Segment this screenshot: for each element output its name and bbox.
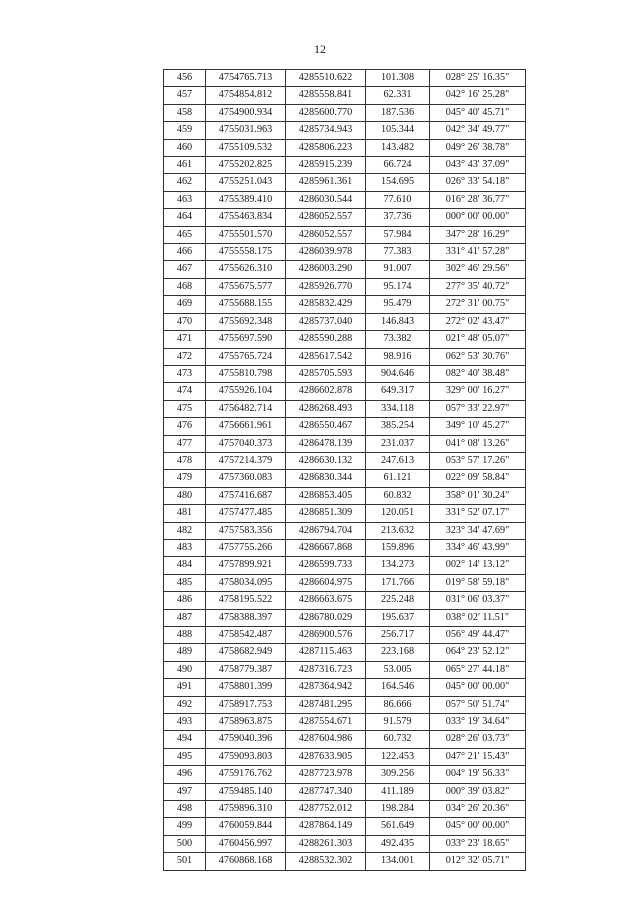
table-row bbox=[164, 644, 526, 661]
y-coordinate-cell: 4286550.467 bbox=[286, 418, 366, 435]
x-coordinate-cell: 4754765.713 bbox=[206, 70, 286, 87]
table-row bbox=[164, 679, 526, 696]
point-number-cell: 490 bbox=[164, 661, 206, 678]
table-row bbox=[164, 383, 526, 400]
distance-cell: 492.435 bbox=[366, 835, 430, 852]
y-coordinate-cell: 4286853.405 bbox=[286, 487, 366, 504]
distance-cell: 98.916 bbox=[366, 348, 430, 365]
point-number-cell: 487 bbox=[164, 609, 206, 626]
y-coordinate-cell: 4287864.149 bbox=[286, 818, 366, 835]
y-coordinate-cell: 4285806.223 bbox=[286, 139, 366, 156]
point-number-cell: 477 bbox=[164, 435, 206, 452]
y-coordinate-cell: 4285915.239 bbox=[286, 157, 366, 174]
x-coordinate-cell: 4755926.104 bbox=[206, 383, 286, 400]
table-row bbox=[164, 70, 526, 87]
distance-cell: 77.610 bbox=[366, 191, 430, 208]
distance-cell: 62.331 bbox=[366, 87, 430, 104]
point-number-cell: 463 bbox=[164, 191, 206, 208]
point-number-cell: 464 bbox=[164, 209, 206, 226]
y-coordinate-cell: 4286030.544 bbox=[286, 191, 366, 208]
distance-cell: 649.317 bbox=[366, 383, 430, 400]
distance-cell: 86.666 bbox=[366, 696, 430, 713]
distance-cell: 385.254 bbox=[366, 418, 430, 435]
x-coordinate-cell: 4760059.844 bbox=[206, 818, 286, 835]
y-coordinate-cell: 4285510.622 bbox=[286, 70, 366, 87]
bearing-cell: 000° 00' 00.00" bbox=[430, 209, 526, 226]
distance-cell: 95.174 bbox=[366, 278, 430, 295]
bearing-cell: 022° 09' 58.84" bbox=[430, 470, 526, 487]
distance-cell: 904.646 bbox=[366, 365, 430, 382]
table-row bbox=[164, 592, 526, 609]
x-coordinate-cell: 4757416.687 bbox=[206, 487, 286, 504]
table-row bbox=[164, 191, 526, 208]
bearing-cell: 016° 28' 36.77" bbox=[430, 191, 526, 208]
point-number-cell: 497 bbox=[164, 783, 206, 800]
point-number-cell: 492 bbox=[164, 696, 206, 713]
x-coordinate-cell: 4758388.397 bbox=[206, 609, 286, 626]
table-row bbox=[164, 348, 526, 365]
table-row bbox=[164, 400, 526, 417]
bearing-cell: 000° 39' 03.82" bbox=[430, 783, 526, 800]
y-coordinate-cell: 4286052.557 bbox=[286, 209, 366, 226]
distance-cell: 105.344 bbox=[366, 122, 430, 139]
point-number-cell: 470 bbox=[164, 313, 206, 330]
point-number-cell: 493 bbox=[164, 714, 206, 731]
y-coordinate-cell: 4285734.943 bbox=[286, 122, 366, 139]
distance-cell: 57.984 bbox=[366, 226, 430, 243]
x-coordinate-cell: 4755697.590 bbox=[206, 331, 286, 348]
y-coordinate-cell: 4286830.344 bbox=[286, 470, 366, 487]
table-body bbox=[164, 70, 526, 871]
table-row bbox=[164, 122, 526, 139]
bearing-cell: 028° 25' 16.35" bbox=[430, 70, 526, 87]
table-row bbox=[164, 696, 526, 713]
point-number-cell: 486 bbox=[164, 592, 206, 609]
distance-cell: 134.273 bbox=[366, 557, 430, 574]
table-row bbox=[164, 452, 526, 469]
bearing-cell: 056° 49' 44.47" bbox=[430, 627, 526, 644]
table-row bbox=[164, 853, 526, 870]
bearing-cell: 302° 46' 29.56" bbox=[430, 261, 526, 278]
table-row bbox=[164, 226, 526, 243]
bearing-cell: 004° 19' 56.33" bbox=[430, 766, 526, 783]
distance-cell: 73.382 bbox=[366, 331, 430, 348]
point-number-cell: 481 bbox=[164, 505, 206, 522]
bearing-cell: 331° 52' 07.17" bbox=[430, 505, 526, 522]
y-coordinate-cell: 4287747.340 bbox=[286, 783, 366, 800]
table-row bbox=[164, 627, 526, 644]
y-coordinate-cell: 4286478.139 bbox=[286, 435, 366, 452]
table-row bbox=[164, 731, 526, 748]
y-coordinate-cell: 4287604.986 bbox=[286, 731, 366, 748]
bearing-cell: 272° 02' 43.47" bbox=[430, 313, 526, 330]
point-number-cell: 498 bbox=[164, 801, 206, 818]
x-coordinate-cell: 4756661.961 bbox=[206, 418, 286, 435]
y-coordinate-cell: 4285832.429 bbox=[286, 296, 366, 313]
x-coordinate-cell: 4758779.387 bbox=[206, 661, 286, 678]
distance-cell: 187.536 bbox=[366, 104, 430, 121]
y-coordinate-cell: 4286667.868 bbox=[286, 539, 366, 556]
distance-cell: 164.546 bbox=[366, 679, 430, 696]
distance-cell: 101.308 bbox=[366, 70, 430, 87]
bearing-cell: 323° 34' 47.69" bbox=[430, 522, 526, 539]
distance-cell: 60.732 bbox=[366, 731, 430, 748]
x-coordinate-cell: 4757477.485 bbox=[206, 505, 286, 522]
distance-cell: 334.118 bbox=[366, 400, 430, 417]
point-number-cell: 489 bbox=[164, 644, 206, 661]
x-coordinate-cell: 4758682.949 bbox=[206, 644, 286, 661]
x-coordinate-cell: 4757899.921 bbox=[206, 557, 286, 574]
table-row bbox=[164, 365, 526, 382]
y-coordinate-cell: 4287316.723 bbox=[286, 661, 366, 678]
x-coordinate-cell: 4757214.379 bbox=[206, 452, 286, 469]
y-coordinate-cell: 4287723.978 bbox=[286, 766, 366, 783]
point-number-cell: 476 bbox=[164, 418, 206, 435]
point-number-cell: 484 bbox=[164, 557, 206, 574]
distance-cell: 171.766 bbox=[366, 574, 430, 591]
distance-cell: 61.121 bbox=[366, 470, 430, 487]
bearing-cell: 053° 57' 17.26" bbox=[430, 452, 526, 469]
bearing-cell: 043° 43' 37.09" bbox=[430, 157, 526, 174]
x-coordinate-cell: 4757360.083 bbox=[206, 470, 286, 487]
point-number-cell: 495 bbox=[164, 748, 206, 765]
y-coordinate-cell: 4286602.878 bbox=[286, 383, 366, 400]
distance-cell: 91.579 bbox=[366, 714, 430, 731]
bearing-cell: 065° 27' 44.18" bbox=[430, 661, 526, 678]
bearing-cell: 042° 16' 25.28" bbox=[430, 87, 526, 104]
distance-cell: 37.736 bbox=[366, 209, 430, 226]
point-number-cell: 485 bbox=[164, 574, 206, 591]
point-number-cell: 488 bbox=[164, 627, 206, 644]
distance-cell: 91.007 bbox=[366, 261, 430, 278]
bearing-cell: 082° 40' 38.48" bbox=[430, 365, 526, 382]
bearing-cell: 334° 46' 43.99" bbox=[430, 539, 526, 556]
x-coordinate-cell: 4759896.310 bbox=[206, 801, 286, 818]
bearing-cell: 045° 40' 45.71" bbox=[430, 104, 526, 121]
coordinates-table bbox=[163, 69, 526, 871]
distance-cell: 256.717 bbox=[366, 627, 430, 644]
y-coordinate-cell: 4287364.942 bbox=[286, 679, 366, 696]
table-row bbox=[164, 261, 526, 278]
x-coordinate-cell: 4755810.798 bbox=[206, 365, 286, 382]
distance-cell: 146.843 bbox=[366, 313, 430, 330]
bearing-cell: 277° 35' 40.72" bbox=[430, 278, 526, 295]
point-number-cell: 457 bbox=[164, 87, 206, 104]
x-coordinate-cell: 4754900.934 bbox=[206, 104, 286, 121]
y-coordinate-cell: 4286003.290 bbox=[286, 261, 366, 278]
x-coordinate-cell: 4759093.803 bbox=[206, 748, 286, 765]
distance-cell: 60.832 bbox=[366, 487, 430, 504]
table-row bbox=[164, 435, 526, 452]
distance-cell: 143.482 bbox=[366, 139, 430, 156]
bearing-cell: 057° 50' 51.74" bbox=[430, 696, 526, 713]
distance-cell: 154.695 bbox=[366, 174, 430, 191]
distance-cell: 231.037 bbox=[366, 435, 430, 452]
distance-cell: 225.248 bbox=[366, 592, 430, 609]
distance-cell: 561.649 bbox=[366, 818, 430, 835]
x-coordinate-cell: 4759040.396 bbox=[206, 731, 286, 748]
table-row bbox=[164, 87, 526, 104]
table-row bbox=[164, 139, 526, 156]
point-number-cell: 473 bbox=[164, 365, 206, 382]
x-coordinate-cell: 4754854.812 bbox=[206, 87, 286, 104]
table-row bbox=[164, 766, 526, 783]
y-coordinate-cell: 4285600.770 bbox=[286, 104, 366, 121]
distance-cell: 411.189 bbox=[366, 783, 430, 800]
distance-cell: 122.453 bbox=[366, 748, 430, 765]
y-coordinate-cell: 4288532.302 bbox=[286, 853, 366, 870]
y-coordinate-cell: 4286780.029 bbox=[286, 609, 366, 626]
distance-cell: 95.479 bbox=[366, 296, 430, 313]
table-row bbox=[164, 522, 526, 539]
x-coordinate-cell: 4755688.155 bbox=[206, 296, 286, 313]
table-row bbox=[164, 835, 526, 852]
bearing-cell: 042° 34' 49.77" bbox=[430, 122, 526, 139]
page-number: 12 bbox=[314, 42, 326, 56]
x-coordinate-cell: 4760868.168 bbox=[206, 853, 286, 870]
bearing-cell: 026° 33' 54.18" bbox=[430, 174, 526, 191]
point-number-cell: 496 bbox=[164, 766, 206, 783]
point-number-cell: 491 bbox=[164, 679, 206, 696]
point-number-cell: 465 bbox=[164, 226, 206, 243]
y-coordinate-cell: 4286039.978 bbox=[286, 244, 366, 261]
y-coordinate-cell: 4287554.671 bbox=[286, 714, 366, 731]
x-coordinate-cell: 4757040.373 bbox=[206, 435, 286, 452]
y-coordinate-cell: 4285737.040 bbox=[286, 313, 366, 330]
table-row bbox=[164, 661, 526, 678]
x-coordinate-cell: 4759485.140 bbox=[206, 783, 286, 800]
x-coordinate-cell: 4755692.348 bbox=[206, 313, 286, 330]
distance-cell: 247.613 bbox=[366, 452, 430, 469]
x-coordinate-cell: 4758195.522 bbox=[206, 592, 286, 609]
table-row bbox=[164, 331, 526, 348]
y-coordinate-cell: 4285590.288 bbox=[286, 331, 366, 348]
x-coordinate-cell: 4759176.762 bbox=[206, 766, 286, 783]
x-coordinate-cell: 4755675.577 bbox=[206, 278, 286, 295]
x-coordinate-cell: 4757755.266 bbox=[206, 539, 286, 556]
x-coordinate-cell: 4755109.532 bbox=[206, 139, 286, 156]
y-coordinate-cell: 4287633.905 bbox=[286, 748, 366, 765]
bearing-cell: 019° 58' 59.18" bbox=[430, 574, 526, 591]
point-number-cell: 482 bbox=[164, 522, 206, 539]
y-coordinate-cell: 4286052.557 bbox=[286, 226, 366, 243]
table-row bbox=[164, 801, 526, 818]
x-coordinate-cell: 4755463.834 bbox=[206, 209, 286, 226]
bearing-cell: 062° 53' 30.76" bbox=[430, 348, 526, 365]
distance-cell: 120.051 bbox=[366, 505, 430, 522]
x-coordinate-cell: 4758963.875 bbox=[206, 714, 286, 731]
table-row bbox=[164, 104, 526, 121]
y-coordinate-cell: 4285961.361 bbox=[286, 174, 366, 191]
table-row bbox=[164, 609, 526, 626]
distance-cell: 53.005 bbox=[366, 661, 430, 678]
table-row bbox=[164, 296, 526, 313]
table-row bbox=[164, 244, 526, 261]
distance-cell: 77.383 bbox=[366, 244, 430, 261]
x-coordinate-cell: 4755558.175 bbox=[206, 244, 286, 261]
point-number-cell: 475 bbox=[164, 400, 206, 417]
point-number-cell: 468 bbox=[164, 278, 206, 295]
y-coordinate-cell: 4286604.975 bbox=[286, 574, 366, 591]
point-number-cell: 460 bbox=[164, 139, 206, 156]
table-row bbox=[164, 818, 526, 835]
y-coordinate-cell: 4287481.295 bbox=[286, 696, 366, 713]
x-coordinate-cell: 4755501.570 bbox=[206, 226, 286, 243]
table-row bbox=[164, 487, 526, 504]
bearing-cell: 057° 33' 22.97" bbox=[430, 400, 526, 417]
bearing-cell: 033° 23' 18.65" bbox=[430, 835, 526, 852]
bearing-cell: 358° 01' 30.24" bbox=[430, 487, 526, 504]
bearing-cell: 002° 14' 13.12" bbox=[430, 557, 526, 574]
bearing-cell: 031° 06' 03.37" bbox=[430, 592, 526, 609]
point-number-cell: 479 bbox=[164, 470, 206, 487]
distance-cell: 195.637 bbox=[366, 609, 430, 626]
point-number-cell: 499 bbox=[164, 818, 206, 835]
bearing-cell: 349° 10' 45.27" bbox=[430, 418, 526, 435]
bearing-cell: 064° 23' 52.12" bbox=[430, 644, 526, 661]
table-row bbox=[164, 174, 526, 191]
table-row bbox=[164, 470, 526, 487]
point-number-cell: 461 bbox=[164, 157, 206, 174]
distance-cell: 134.001 bbox=[366, 853, 430, 870]
point-number-cell: 467 bbox=[164, 261, 206, 278]
bearing-cell: 049° 26' 38.78" bbox=[430, 139, 526, 156]
bearing-cell: 034° 26' 20.36" bbox=[430, 801, 526, 818]
bearing-cell: 331° 41' 57.28" bbox=[430, 244, 526, 261]
point-number-cell: 480 bbox=[164, 487, 206, 504]
distance-cell: 198.284 bbox=[366, 801, 430, 818]
point-number-cell: 462 bbox=[164, 174, 206, 191]
table-row bbox=[164, 557, 526, 574]
bearing-cell: 045° 00' 00.00" bbox=[430, 818, 526, 835]
x-coordinate-cell: 4755251.043 bbox=[206, 174, 286, 191]
y-coordinate-cell: 4287752.012 bbox=[286, 801, 366, 818]
bearing-cell: 045° 00' 00.00" bbox=[430, 679, 526, 696]
y-coordinate-cell: 4286268.493 bbox=[286, 400, 366, 417]
x-coordinate-cell: 4755626.310 bbox=[206, 261, 286, 278]
bearing-cell: 038° 02' 11.51" bbox=[430, 609, 526, 626]
bearing-cell: 272° 31' 00.75" bbox=[430, 296, 526, 313]
point-number-cell: 478 bbox=[164, 452, 206, 469]
point-number-cell: 458 bbox=[164, 104, 206, 121]
table-row bbox=[164, 157, 526, 174]
point-number-cell: 472 bbox=[164, 348, 206, 365]
table-row bbox=[164, 313, 526, 330]
point-number-cell: 466 bbox=[164, 244, 206, 261]
point-number-cell: 494 bbox=[164, 731, 206, 748]
point-number-cell: 471 bbox=[164, 331, 206, 348]
y-coordinate-cell: 4288261.303 bbox=[286, 835, 366, 852]
bearing-cell: 347° 28' 16.29" bbox=[430, 226, 526, 243]
x-coordinate-cell: 4758917.753 bbox=[206, 696, 286, 713]
x-coordinate-cell: 4755389.410 bbox=[206, 191, 286, 208]
y-coordinate-cell: 4286663.675 bbox=[286, 592, 366, 609]
bearing-cell: 329° 00' 16.27" bbox=[430, 383, 526, 400]
point-number-cell: 456 bbox=[164, 70, 206, 87]
x-coordinate-cell: 4755202.825 bbox=[206, 157, 286, 174]
bearing-cell: 021° 48' 05.07" bbox=[430, 331, 526, 348]
y-coordinate-cell: 4285617.542 bbox=[286, 348, 366, 365]
y-coordinate-cell: 4286630.132 bbox=[286, 452, 366, 469]
bearing-cell: 033° 19' 34.64" bbox=[430, 714, 526, 731]
y-coordinate-cell: 4286794.704 bbox=[286, 522, 366, 539]
y-coordinate-cell: 4286851.309 bbox=[286, 505, 366, 522]
point-number-cell: 474 bbox=[164, 383, 206, 400]
table-row bbox=[164, 278, 526, 295]
table-row bbox=[164, 748, 526, 765]
point-number-cell: 459 bbox=[164, 122, 206, 139]
bearing-cell: 047° 21' 15.43" bbox=[430, 748, 526, 765]
distance-cell: 213.632 bbox=[366, 522, 430, 539]
x-coordinate-cell: 4755765.724 bbox=[206, 348, 286, 365]
table-row bbox=[164, 505, 526, 522]
point-number-cell: 501 bbox=[164, 853, 206, 870]
x-coordinate-cell: 4758034.095 bbox=[206, 574, 286, 591]
bearing-cell: 041° 08' 13.26" bbox=[430, 435, 526, 452]
y-coordinate-cell: 4285926.770 bbox=[286, 278, 366, 295]
distance-cell: 66.724 bbox=[366, 157, 430, 174]
point-number-cell: 483 bbox=[164, 539, 206, 556]
y-coordinate-cell: 4286599.733 bbox=[286, 557, 366, 574]
table-row bbox=[164, 783, 526, 800]
x-coordinate-cell: 4760456.997 bbox=[206, 835, 286, 852]
x-coordinate-cell: 4755031.963 bbox=[206, 122, 286, 139]
x-coordinate-cell: 4756482.714 bbox=[206, 400, 286, 417]
point-number-cell: 469 bbox=[164, 296, 206, 313]
x-coordinate-cell: 4757583.356 bbox=[206, 522, 286, 539]
distance-cell: 223.168 bbox=[366, 644, 430, 661]
bearing-cell: 012° 32' 05.71" bbox=[430, 853, 526, 870]
table-row bbox=[164, 209, 526, 226]
y-coordinate-cell: 4285705.593 bbox=[286, 365, 366, 382]
y-coordinate-cell: 4286900.576 bbox=[286, 627, 366, 644]
table-row bbox=[164, 714, 526, 731]
table-row bbox=[164, 418, 526, 435]
x-coordinate-cell: 4758801.399 bbox=[206, 679, 286, 696]
table-row bbox=[164, 539, 526, 556]
bearing-cell: 028° 26' 03.73" bbox=[430, 731, 526, 748]
point-number-cell: 500 bbox=[164, 835, 206, 852]
x-coordinate-cell: 4758542.487 bbox=[206, 627, 286, 644]
table-row bbox=[164, 574, 526, 591]
y-coordinate-cell: 4285558.841 bbox=[286, 87, 366, 104]
distance-cell: 159.896 bbox=[366, 539, 430, 556]
distance-cell: 309.256 bbox=[366, 766, 430, 783]
y-coordinate-cell: 4287115.463 bbox=[286, 644, 366, 661]
